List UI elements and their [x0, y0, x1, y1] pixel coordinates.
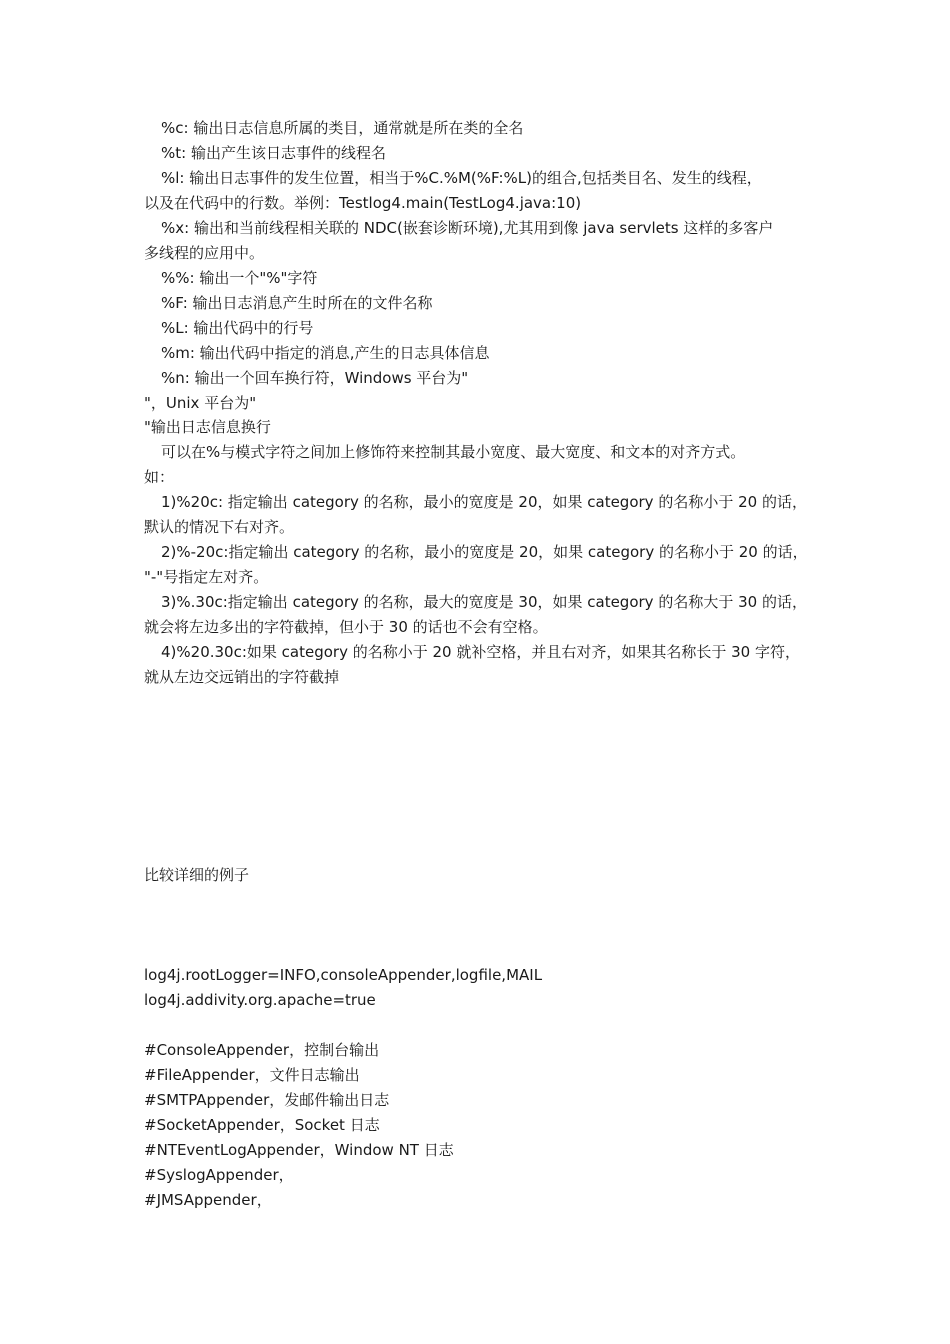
config-line: #JMSAppender，: [144, 1191, 272, 1209]
text-line: %t: 输出产生该日志事件的线程名: [161, 144, 386, 162]
text-line: 就从左边交远销出的字符截掉: [144, 668, 340, 686]
text-line: "，Unix 平台为": [144, 394, 257, 412]
text-line: 就会将左边多出的字符截掉，但小于 30 的话也不会有空格。: [144, 618, 548, 636]
config-line: #FileAppender，文件日志输出: [144, 1066, 360, 1084]
text-line: 以及在代码中的行数。举例：Testlog4.main(TestLog4.java:10): [144, 194, 582, 212]
text-line: 多线程的应用中。: [144, 244, 265, 262]
text-line: "-"号指定左对齐。: [144, 568, 269, 586]
text-line: 1)%20c: 指定输出 category 的名称，最小的宽度是 20，如果 category 的名称小于 20 的话，: [161, 493, 807, 511]
text-line: %c: 输出日志信息所属的类目，通常就是所在类的全名: [161, 119, 524, 137]
text-line: %%: 输出一个"%"字符: [161, 269, 318, 287]
text-line: %l: 输出日志事件的发生位置，相当于%C.%M(%F:%L)的组合,包括类目名、发生的线程，: [161, 169, 762, 187]
config-line: #NTEventLogAppender，Window NT 日志: [144, 1141, 454, 1159]
text-line: %n: 输出一个回车换行符，Windows 平台为": [161, 369, 469, 387]
text-line: %L: 输出代码中的行号: [161, 319, 314, 337]
text-line: %F: 输出日志消息产生时所在的文件名称: [161, 294, 433, 312]
text-line: "输出日志信息换行: [144, 418, 271, 436]
text-line: %x: 输出和当前线程相关联的 NDC(嵌套诊断环境),尤其用到像 java servlets 这样的多客户: [161, 219, 774, 237]
config-line: #SMTPAppender，发邮件输出日志: [144, 1091, 390, 1109]
text-line: 可以在%与模式字符之间加上修饰符来控制其最小宽度、最大宽度、和文本的对齐方式。: [161, 443, 746, 461]
config-line: #SocketAppender，Socket 日志: [144, 1116, 380, 1134]
config-line: log4j.addivity.org.apache=true: [144, 991, 376, 1009]
text-line: 4)%20.30c:如果 category 的名称小于 20 就补空格，并且右对齐，如果其名称长于 30 字符，: [161, 643, 800, 661]
text-line: 3)%.30c:指定输出 category 的名称，最大的宽度是 30，如果 category 的名称大于 30 的话，: [161, 593, 807, 611]
section-heading: 比较详细的例子: [144, 866, 250, 884]
config-line: log4j.rootLogger=INFO,consoleAppender,logfile,MAIL: [144, 966, 543, 984]
text-line: 2)%-20c:指定输出 category 的名称，最小的宽度是 20，如果 category 的名称小于 20 的话，: [161, 543, 808, 561]
config-line: #ConsoleAppender，控制台输出: [144, 1041, 380, 1059]
text-line: 如：: [144, 468, 175, 486]
text-line: 默认的情况下右对齐。: [144, 518, 295, 536]
text-line: %m: 输出代码中指定的消息,产生的日志具体信息: [161, 344, 490, 362]
config-line: #SyslogAppender，: [144, 1166, 294, 1184]
